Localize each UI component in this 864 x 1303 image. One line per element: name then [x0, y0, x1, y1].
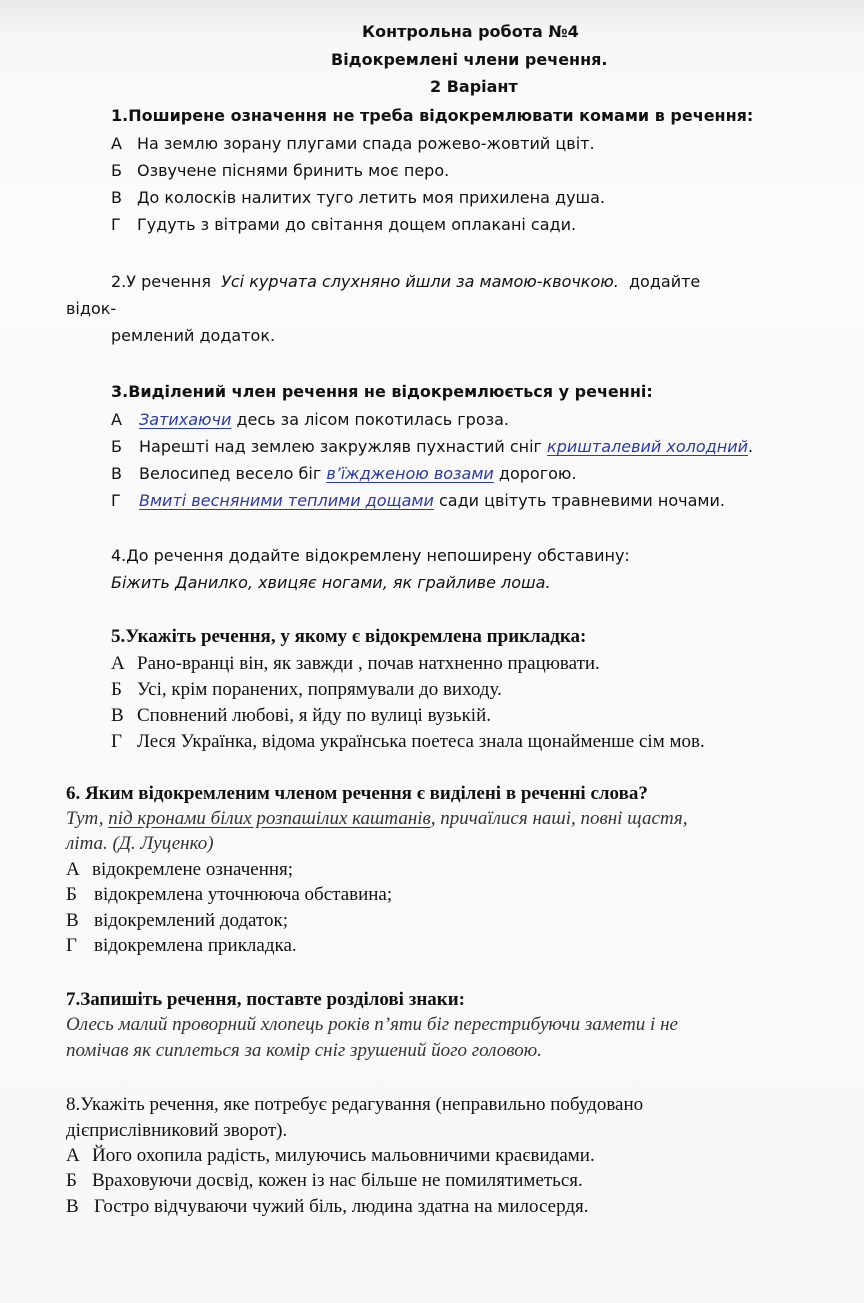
q6-option-c: В відокремлений додаток; [66, 910, 289, 931]
q6-option-b: Б відокремлена уточнююча обставина; [66, 884, 393, 905]
q1-option-a: А На землю зорану плугами спада рожево-жовтий цвіт. [111, 134, 595, 153]
q3-b-highlight: кришталевий холодний [547, 437, 748, 456]
q3-option-c: В Велосипед весело біг в’їжджeною возами дорогою. [111, 464, 577, 483]
q4-sentence: Біжить Данилко, хвицяє ногами, як грайливе лоша. [111, 573, 551, 592]
q3-d-highlight: Вмиті весняними теплими дощами [139, 491, 434, 510]
variant-label: 2 Варіант [430, 77, 518, 96]
q1-option-b: Б Озвучене піснями бринить моє перо. [111, 161, 450, 180]
q6-highlight: під кронами білих розпашілих каштанів [108, 808, 431, 829]
question-5: 5.Укажіть речення, у якому є відокремлена прикладка: [111, 626, 587, 647]
q2-sentence: Усі курчата слухняно йшли за мамою-квочкою. [221, 272, 619, 291]
q3-a-highlight: Затихаючи [139, 410, 232, 429]
question-8-cont: дієприслівниковий зворот). [66, 1120, 288, 1141]
question-6: 6. Яким відокремленим членом речення є виділені в реченні слова? [66, 783, 648, 804]
q3-option-a: А Затихаючи десь за лісом покотилась гроза. [111, 410, 510, 429]
q6-sentence-end: літа. (Д. Луценко) [66, 833, 214, 854]
q3-c-highlight: в’їжджeною возами [326, 464, 494, 483]
question-7: 7.Запишіть речення, поставте розділові знаки: [66, 989, 465, 1010]
doc-title: Контрольна робота №4 [362, 22, 579, 41]
doc-subtitle: Відокремлені члени речення. [331, 50, 608, 69]
q6-option-a: А відокремлене означення; [66, 859, 294, 880]
question-8: 8.Укажіть речення, яке потребує редагування (неправильно побудовано [66, 1094, 644, 1115]
q8-option-b: Б Враховуючи досвід, кожен із нас більше не помилятиметься. [66, 1170, 583, 1191]
q3-option-d: Г Вмиті весняними теплими дощами сади цвітуть травневими ночами. [111, 491, 725, 510]
q8-option-a: А Його охопила радість, милуючись мальовничими краєвидами. [66, 1145, 595, 1166]
q3-option-b: Б Нарешті над землею закружляв пухнастий сніг кришталевий холодний. [111, 437, 754, 456]
q7-sentence-line2: помічав як сиплеться за комір сніг зрушений його головою. [66, 1040, 542, 1061]
q1-option-c: В До колосків налитих туго летить моя прихилена душа. [111, 188, 606, 207]
q5-option-a: А Рано-вранці він, як завжди , почав натхненно працювати. [111, 653, 600, 674]
q6-option-d: Г відокремлена прикладка. [66, 935, 297, 956]
question-2: 2.У речення Усі курчата слухняно йшли за мамою-квочкою. додайте [111, 272, 701, 291]
q8-option-c: В Гостро відчуваючи чужий біль, людина здатна на милосердя. [66, 1196, 589, 1217]
q2-end: ремлений додаток. [111, 326, 276, 345]
q6-sentence: Тут, під кронами білих розпашілих каштанів, причаїлися наші, повні щастя, [66, 808, 688, 829]
q5-option-b: Б Усі, крім поранених, попрямували до виходу. [111, 679, 502, 700]
q5-option-c: В Сповнений любові, я йду по вулиці вузькій. [111, 705, 492, 726]
question-1: 1.Поширене означення не треба відокремлювати комами в речення: [111, 106, 754, 125]
question-3: 3.Виділений член речення не відокремлюється у реченні: [111, 382, 653, 401]
q5-option-d: Г Леся Українка, відома українська поетеса знала щонайменше сім мов. [111, 731, 705, 752]
q2-wrap: відок- [66, 299, 117, 318]
q1-option-d: Г Гудуть з вітрами до світання дощем оплакані сади. [111, 215, 577, 234]
q7-sentence-line1: Олесь малий проворний хлопець років п’яти біг перестрибуючи замети і не [66, 1014, 678, 1035]
question-4: 4.До речення додайте відокремлену непоширену обставину: [111, 546, 630, 565]
